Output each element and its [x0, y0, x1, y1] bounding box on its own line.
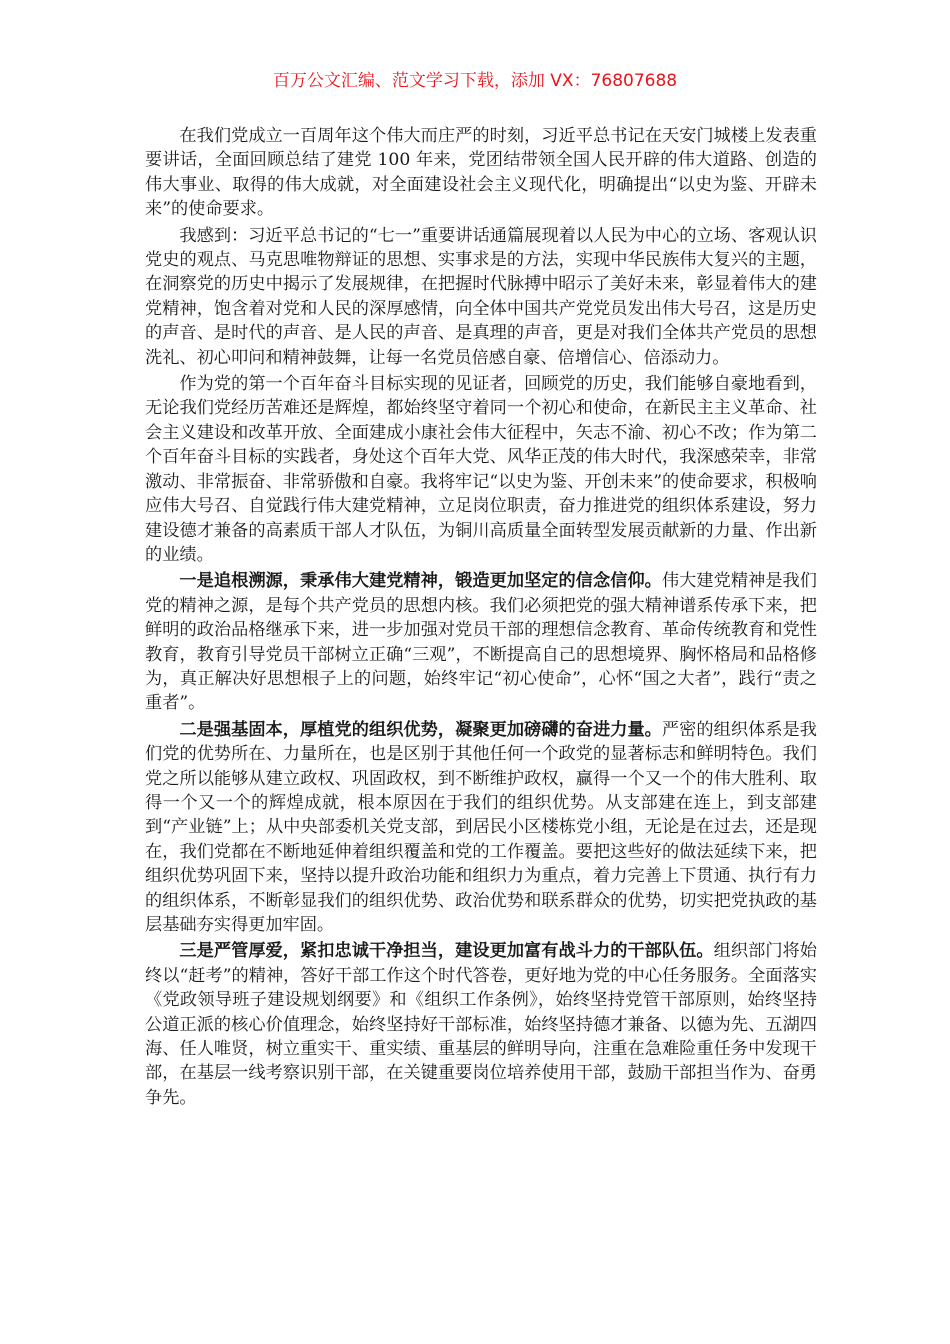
paragraph-text: 伟大建党精神是我们党的精神之源，是每个共产党员的思想内核。我们必须把党的强大精神谱系传承下来，把鲜明的政治品格继承下来，进一步加强对党员干部的理想信念教育、革命传统教育和党性教育，教育引导党员干部树立正确“三观”，不断提高自己的思想境界、胸怀格局和品格修为，真正解决好思想根子上的问题，始终牢记“初心使命”，心怀“国之大者”，践行“责之重者”。	[145, 571, 817, 714]
paragraph-text: 严密的组织体系是我们党的优势所在、力量所在，也是区别于其他任何一个政党的显著标志和鲜明特色。我们党之所以能够从建立政权、巩固政权，到不断维护政权，赢得一个又一个的伟大胜利、取得一个又一个的辉煌成就，根本原因在于我们的组织优势。从支部建在连上，到支部建到“产业链”上；从中央部委机关党支部，到居民小区楼栋党小组，无论是在过去，还是现在，我们党都在不断地延伸着组织覆盖和党的工作覆盖。要把这些好的做法延续下来，把组织优势巩固下来，坚持以提升政治功能和组织力为重点，着力完善上下贯通、执行有力的组织体系，不断彰显我们的组织优势、政治优势和联系群众的优势，切实把党执政的基层基础夯实得更加牢固。	[145, 719, 817, 935]
point-heading: 二是强基固本，厚植党的组织优势，凝聚更加磅礴的奋进力量。	[179, 719, 662, 740]
paragraph-intro	[145, 124, 817, 222]
document-body	[145, 124, 817, 1110]
point-heading: 三是严管厚爱，紧扣忠诚干净担当，建设更加富有战斗力的干部队伍。	[179, 941, 714, 962]
point-heading: 一是追根溯源，秉承伟大建党精神，锻造更加坚定的信念信仰。	[179, 571, 662, 592]
paragraph-text: 在我们党成立一百周年这个伟大而庄严的时刻，习近平总书记在天安门城楼上发表重要讲话，全面回顾总结了建党 100 年来，党团结带领全国人民开辟的伟大道路、创造的伟大事业、取得的伟大成就，对全面建设社会主义现代化，明确提出“以史为鉴、开辟未来”的使命要求。	[145, 126, 817, 220]
paragraph-text: 我感到：习近平总书记的“七一”重要讲话通篇展现着以人民为中心的立场、客观认识党史的观点、马克思唯物辩证的思想、实事求是的方法，实现中华民族伟大复兴的主题，在洞察党的历史中揭示了发展规律，在把握时代脉搏中昭示了美好未来，彰显着伟大的建党精神，饱含着对党和人民的深厚感情，向全体中国共产党党员发出伟大号召，这是历史的声音、是时代的声音、是人民的声音、是真理的声音，更是对我们全体共产党员的思想洗礼、初心叩问和精神鼓舞，让每一名党员倍感自豪、倍增信心、倍添动力。	[145, 225, 817, 368]
paragraph-text: 作为党的第一个百年奋斗目标实现的见证者，回顾党的历史，我们能够自豪地看到，无论我们党经历苦难还是辉煌，都始终坚守着同一个初心和使命，在新民主主义革命、社会主义建设和改革开放、全面建成小康社会伟大征程中，矢志不渝、初心不改；作为第二个百年奋斗目标的实践者，身处这个百年大党、风华正茂的伟大时代，我深感荣幸，非常激动、非常振奋、非常骄傲和自豪。我将牢记“以史为鉴、开创未来”的使命要求，积极响应伟大号召、自觉践行伟大建党精神，立足岗位职责，奋力推进党的组织体系建设，努力建设德才兼备的高素质干部人才队伍，为铜川高质量全面转型发展贡献新的力量、作出新的业绩。	[145, 374, 817, 565]
paragraph-point-two	[145, 718, 817, 938]
paragraph-witness	[145, 372, 817, 567]
paragraph-point-one	[145, 569, 817, 715]
paragraph-feeling	[145, 224, 817, 370]
paragraph-point-three	[145, 939, 817, 1110]
paragraph-text: 组织部门将始终以“赶考”的精神，答好干部工作这个时代答卷，更好地为党的中心任务服务。全面落实《党政领导班子建设规划纲要》和《组织工作条例》，始终坚持党管干部原则，始终坚持公道正派的核心价值理念，始终坚持好干部标准，始终坚持德才兼备、以德为先、五湖四海、任人唯贤，树立重实干、重实绩、重基层的鲜明导向，注重在急难险重任务中发现干部，在基层一线考察识别干部，在关键重要岗位培养使用干部，鼓励干部担当作为、奋勇争先。	[145, 941, 817, 1108]
watermark-banner: 百万公文汇编、范文学习下载，添加 VX：76807688	[272, 71, 678, 91]
